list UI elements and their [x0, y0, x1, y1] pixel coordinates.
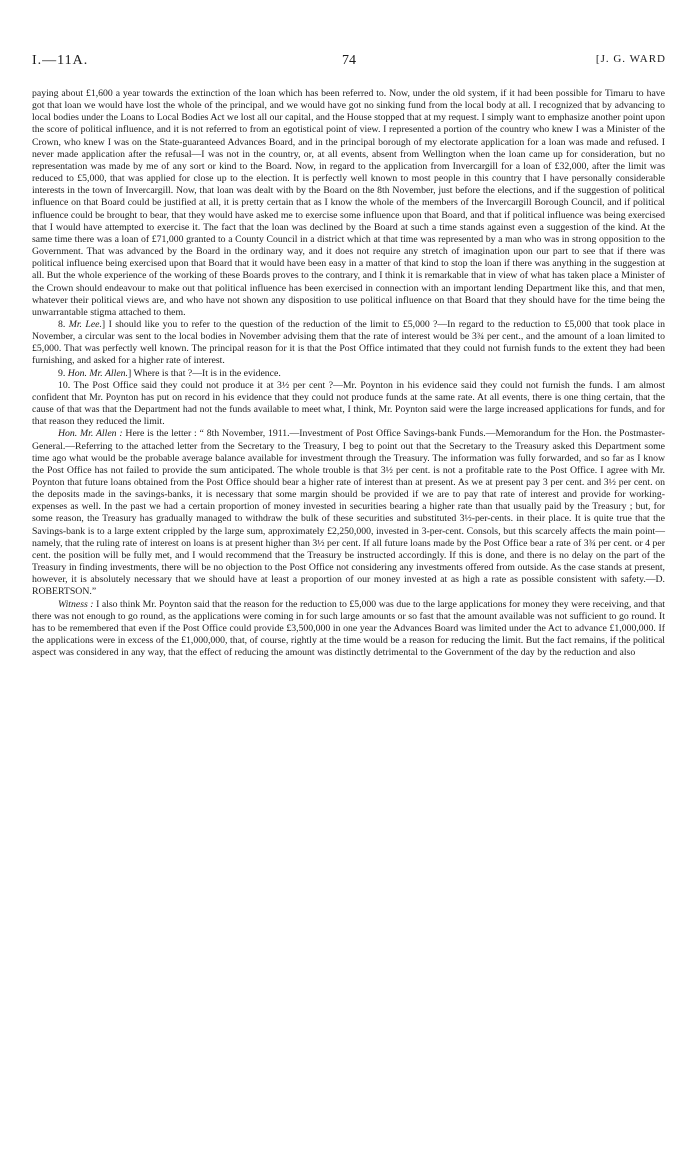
paragraph-text: Here is the letter : “ 8th November, 1911.—Investment of Post Office Savings-bank Funds.—Memorandum for the Hon. the Postmaster-General.—Referring to the attached letter from the Secretary to the Treasury, I beg to point out that the Secretary to the Treasury asked this Department some time ago what would be the probable average balance available for investment through the Treasury. The information was fully forwarded, and so far as I know the Post Office has not failed to provide the sum anticipated. The whole trouble is that 3½ per cent. is not a profitable rate to the Post Office. I agree with Mr. Poynton that future loans obtained from the Post Office should bear a higher rate of interest than at present. As we at present pay 3 per cent. and 3½ per cent. on the deposits made in the savings-banks, it is necessary that some margin should be provided if we are to pay that rate of interest and provide for working-expenses as well. In the past we had a certain proportion of money invested in securities bearing a higher rate than that usually paid by the Treasury ; but, for some reason, the Treasury has gradually managed to withdraw the bulk of these securities and substituted 3½-per-cents. in their place. It is quite true that the Savings-bank is to a large extent crippled by the large sum, approximately £2,250,000, invested in 3-per-cent. Consols, but this scarcely affects the main point—namely, that the ruling rate of interest on loans is at present higher than 3½ per cent. If all future loans made by the Post Office bear a rate of 3¾ per cent. or 4 per cent. the position will be fully met, and I would recommend that the Treasury be instructed accordingly. If this is done, and there is no delay on the part of the Treasury in finding investments, there will be no objection to the Post Office not considering any investments offered from outside. As the case stands at present, however, it is absolutely necessary that we should have at least a proportion of our money invested at as high a rate as possible consistent with safety.—D. ROBERTSON.” [32, 428, 665, 598]
paragraph-text: 9. [58, 367, 68, 379]
speaker-label: Mr. Lee. [68, 318, 102, 330]
paragraph-p3 [32, 368, 665, 380]
paragraph-text: paying about £1,600 a year towards the extinction of the loan which has been referred to. Now, under the old system, if it had been possible for Timaru to have got that loan we would have lost the whole of the principal, and we would have got no sinking fund from the local body at all. I recognized that by advancing to local bodies under the Loans to Local Bodies Act we lost all our capital, and the House stopped that at my request. I simply want to emphasize another point upon the score of political influence, and it is not referred to from an egotistical point of view. I represented a portion of the country who knew I was a Minister of the Crown, who knew I was on the State-guaranteed Advances Board, and in the principal borough of my electorate application for a loan was made and refused. I never made application after the refusal—I was not in the country, or, at all events, absent from Wellington when the loan came up for consideration, but no representation was made by me of any sort or kind to the Board. Now, in regard to the application from Invercargill for a loan of £32,000, after the limit was reduced to £5,000, that was applied for close up to the election. It is perfectly well known to most people in this country that I have personally considerable interests in the town of Invercargill. Now, that loan was dealt with by the Board on the 8th November, just before the elections, and if the suggestion of political influence on that Board could be justified at all, it is pretty certain that as I know the whole of the members of the Invercargill Borough Council, and if political influence could be brought to bear, that they would have asked me to exercise some influence upon that Board, and that if political influence was being exercised that I would have attempted to exercise it. The fact that the loan was declined by the Board at such a time stands against even a suggestion of the kind. At the same time there was a loan of £71,000 granted to a County Council in a district which at that time was represented by a man who was in strong opposition to the Government. That was advanced by the Board in the ordinary way, and it does not require any stretch of imagination upon our part to see that if there was political influence being exercised upon that Board that it would have been easy in a matter of that kind to stop the loan if there was anything in the suggestion at all. But the whole experience of the working of these Boards proves to the contrary, and I think it is remarkable that in view of what has taken place a Minister of the Crown should endeavour to make out that political influence has been exercised in connection with an important lending Department like this, and that men, whatever their political views are, and who have not shown any disposition to use political influence on that Board that they should have for the time being the unwarrantable stigma attached to them. [32, 88, 665, 318]
paragraph-text: ] I should like you to refer to the question of the reduction of the limit to £5,000 ?—In regard to the reduction to £5,000 that took place in November, a circular was sent to the local bodies in November advising them that the rate of interest would be 3¾ per cent., and the amount of a loan limited to £5,000. That was perfectly well known. The principal reason for it is that the Post Office intimated that they could not furnish funds to the extent they had been furnishing, and asked for a higher rate of interest. [32, 318, 666, 367]
paragraph-p4 [32, 380, 665, 429]
page-header [32, 53, 666, 73]
page-number: 74 [342, 53, 356, 68]
body-text [32, 88, 665, 659]
paragraph-text: 8. [58, 318, 69, 330]
paragraph-text: 10. The Post Office said they could not produce it at 3½ per cent ?—Mr. Poynton in his evidence said they could not furnish the funds. I am almost confident that Mr. Poynton has put on record in his evidence that they could not produce funds at the same rate. At all events, there is one thing certain, that the cause of that was that the Department had not the funds available to meet what, I think, Mr. Poynton said were the large increased applications for funds, and for that reason they reduced the limit. [32, 379, 665, 428]
paragraph-p1 [32, 88, 665, 319]
paragraph-text: I also think Mr. Poynton said that the reason for the reduction to £5,000 was due to the large applications for money they were receiving, and that there was not enough to go round, as the applications were coming in for such large amounts or so fast that the amount available was not sufficient to go round. It has to be remembered that even if the Post Office could provide £3,500,000 in one year the Advances Board was limited under the Act to advance £1,000,000. If the applications were in excess of the £1,000,000, that, of course, rightly at the time would be a reason for reducing the limit. But the fact remains, if the political aspect was considered in any way, that the effect of reducing the amount was distinctly detrimental to the Government of the day by the reduction and also [32, 598, 665, 659]
paragraph-p6 [32, 599, 665, 660]
speaker-name: [J. G. WARD [595, 53, 666, 65]
speaker-label: Hon. Mr. Allen : [58, 428, 123, 440]
paragraph-p2 [32, 319, 665, 368]
paragraph-text: ] Where is that ?—It is in the evidence. [127, 367, 281, 379]
document-reference: I.—11A. [32, 53, 89, 68]
speaker-label: Hon. Mr. Allen. [67, 367, 128, 379]
paragraph-p5 [32, 428, 665, 598]
speaker-label: Witness : [58, 598, 94, 610]
